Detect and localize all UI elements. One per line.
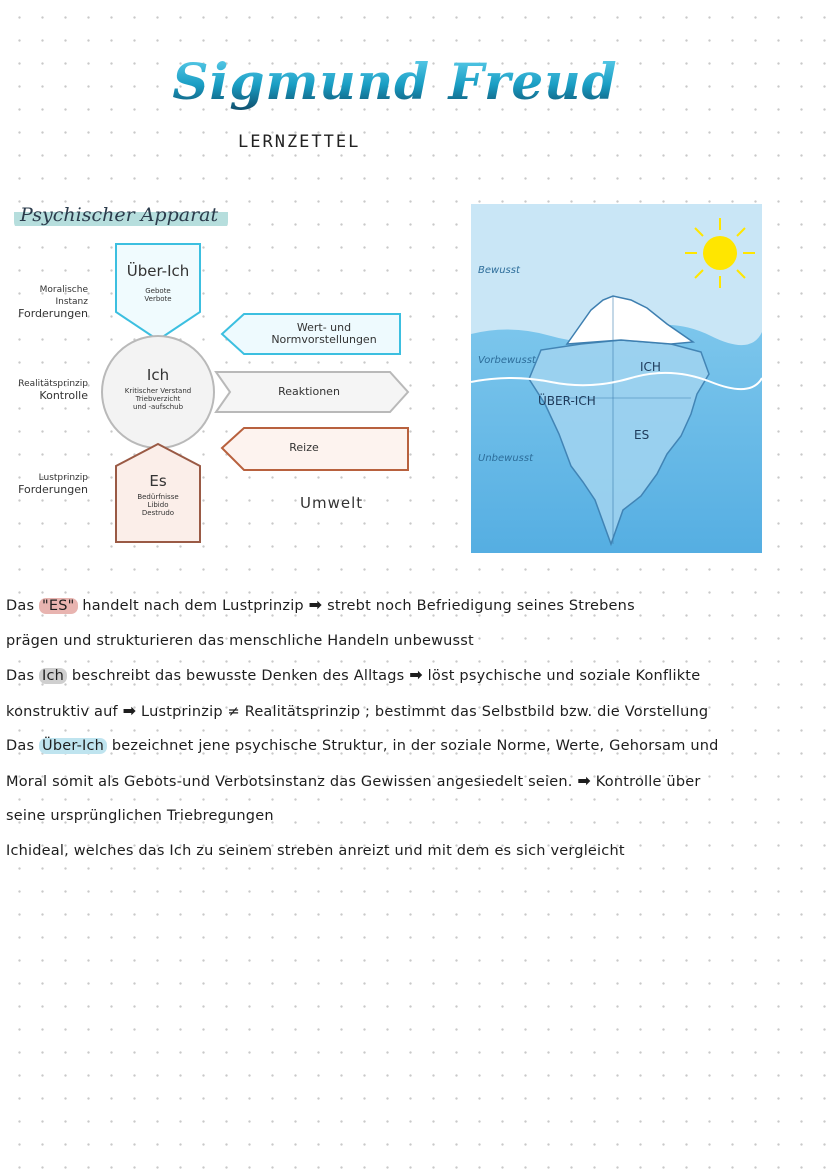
arrow-reize-label: Reize bbox=[289, 441, 319, 454]
level-unbewusst: Unbewusst bbox=[478, 453, 534, 464]
page-title: Sigmund Freud bbox=[160, 52, 630, 111]
note-text: strebt noch Befriedigung seines Strebens bbox=[322, 598, 635, 614]
ich-box bbox=[110, 366, 206, 411]
note-text: Lustprinzip ≠ Realitätsprinzip ; bestimmt das Selbstbild bzw. die Vorstellung bbox=[136, 703, 709, 720]
region-ich: ICH bbox=[640, 360, 661, 374]
ich-line: Triebverzicht bbox=[135, 395, 181, 403]
highlight-es: "ES" bbox=[39, 598, 78, 614]
arrow-wert-label-1: Wert- und bbox=[296, 321, 352, 334]
es-line: Bedürfnisse bbox=[137, 493, 179, 501]
es-line: Destrudo bbox=[141, 509, 175, 517]
section-title: Psychischer Apparat bbox=[14, 202, 228, 230]
arrow-wert-label bbox=[250, 322, 398, 346]
arrow-wert-label-2: Normvorstellungen bbox=[271, 333, 377, 346]
ueber-ich-line: Gebote bbox=[145, 287, 171, 295]
note-line bbox=[6, 588, 824, 624]
note-line: seine ursprünglichen Triebregungen bbox=[6, 808, 274, 824]
label-top: Moralische Instanz bbox=[39, 285, 88, 307]
label-top: Realitätsprinzip bbox=[18, 379, 88, 389]
region-ueber-ich: ÜBER-ICH bbox=[538, 394, 596, 408]
arrow-right-icon: ➡ bbox=[409, 665, 423, 684]
label-bottom: Forderungen bbox=[18, 307, 88, 320]
label-bottom: Forderungen bbox=[18, 483, 88, 496]
ueber-ich-box bbox=[116, 262, 200, 303]
es-title: Es bbox=[149, 472, 167, 490]
note-text: bezeichnet jene psychische Struktur, in der soziale Norme, Werte, Gehorsam und bbox=[107, 738, 719, 754]
arrow-reaktionen-label: Reaktionen bbox=[278, 385, 340, 398]
note-text: löst psychische und soziale Konflikte bbox=[422, 668, 701, 684]
arrow-right-icon: ➡ bbox=[122, 700, 137, 720]
ueber-ich-line: Verbote bbox=[144, 295, 172, 303]
ich-line: Kritischer Verstand bbox=[124, 387, 192, 395]
note-text: beschreibt das bewusste Denken des Alltags bbox=[67, 668, 410, 684]
umwelt-label: Umwelt bbox=[300, 494, 364, 512]
label-bottom: Kontrolle bbox=[39, 389, 88, 402]
note-text: konstruktiv auf bbox=[6, 703, 123, 720]
iceberg-illustration bbox=[471, 204, 762, 553]
ich-title: Ich bbox=[146, 366, 170, 384]
note-line bbox=[6, 658, 824, 694]
page-subtitle: LERNZETTEL bbox=[238, 132, 361, 152]
note-line: prägen und strukturieren das menschliche Handeln unbewusst bbox=[6, 632, 474, 649]
note-text: Kontrolle über bbox=[590, 773, 701, 790]
region-es: ES bbox=[634, 428, 650, 442]
es-line: Libido bbox=[147, 501, 169, 509]
note-text: Das bbox=[6, 738, 40, 754]
note-line bbox=[6, 764, 824, 800]
arrow-right-icon: ➡ bbox=[577, 770, 591, 790]
es-box bbox=[116, 472, 200, 517]
note-text: Das bbox=[6, 598, 40, 614]
note-line bbox=[6, 729, 824, 764]
ich-line: und -aufschub bbox=[132, 403, 184, 411]
note-text: Moral somit als Gebots-und Verbotsinstanz das Gewissen angesiedelt seien. bbox=[6, 773, 578, 790]
highlight-ueber-ich: Über-Ich bbox=[39, 738, 107, 754]
level-bewusst: Bewusst bbox=[478, 265, 520, 276]
note-line bbox=[6, 694, 824, 730]
ueber-ich-title: Über-Ich bbox=[126, 262, 190, 280]
note-text: handelt nach dem Lustprinzip bbox=[77, 598, 309, 614]
note-line: Ichideal, welches das Ich zu seinem streben anreizt und mit dem es sich vergleicht bbox=[6, 842, 625, 859]
arrow-right-icon: ➡ bbox=[308, 595, 323, 614]
notes-text bbox=[6, 588, 824, 868]
highlight-ich: Ich bbox=[39, 668, 67, 684]
label-top: Lustprinzip bbox=[38, 473, 88, 483]
note-text: Das bbox=[6, 668, 40, 684]
level-vorbewusst: Vorbewusst bbox=[478, 355, 536, 366]
